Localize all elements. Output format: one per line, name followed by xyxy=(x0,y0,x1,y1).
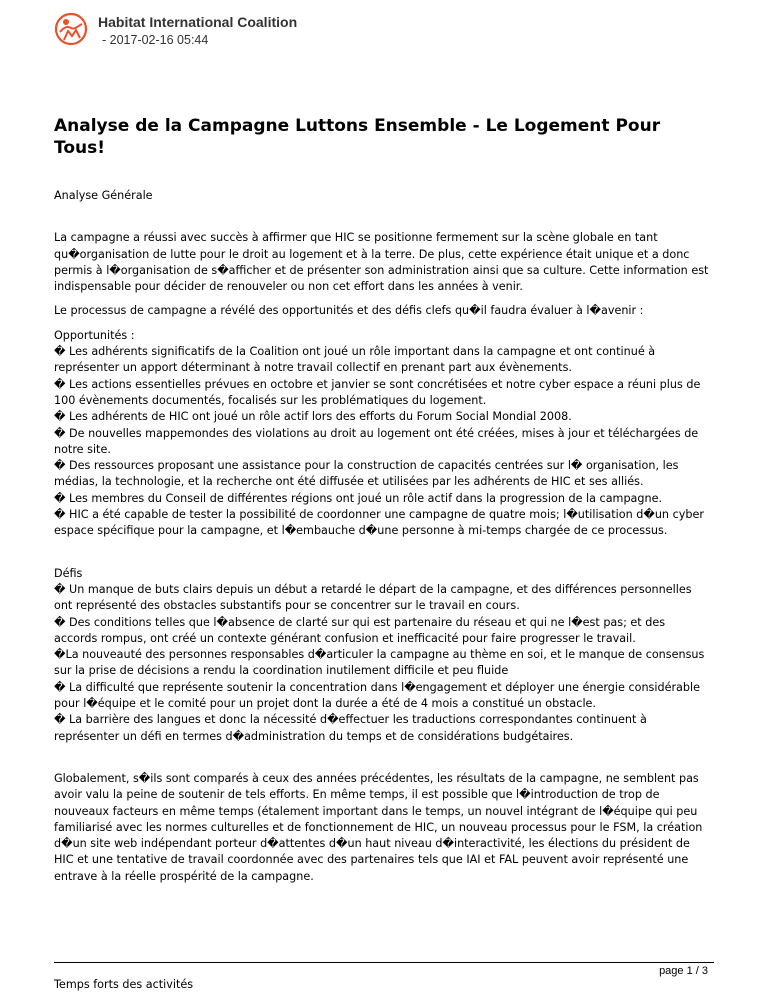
page-number: page 1 / 3 xyxy=(659,965,708,977)
section-heading-temps-forts: Temps forts des activités xyxy=(54,977,194,991)
section-heading-opportunites: Opportunités : xyxy=(54,328,135,342)
section-heading-analyse: Analyse Générale xyxy=(54,189,153,202)
list-item: � Les actions essentielles prévues en octobre et janvier se sont concrétisées et notre cyber espace a réuni plus de 100 évènements documentés, focalisés sur les problématiques du logement. xyxy=(54,377,701,407)
list-item: � Les membres du Conseil de différentes régions ont joué un rôle actif dans la progression de la campagne. xyxy=(54,491,663,505)
hic-logo-icon xyxy=(54,12,88,46)
section-heading-defis: Défis xyxy=(54,566,83,580)
process-paragraph: Le processus de campagne a révélé des opportunités et des défis clefs qu�il faudra évaluer à l�avenir : xyxy=(54,304,644,318)
list-item: � Les adhérents de HIC ont joué un rôle actif lors des efforts du Forum Social Mondial 2008. xyxy=(54,410,572,424)
document-date: - 2017-02-16 05:44 xyxy=(102,33,209,47)
list-item: � Les adhérents significatifs de la Coalition ont joué un rôle important dans la campagne et ont continué à représenter un apport déterminant à notre travail collectif en prenant part aux évènements. xyxy=(54,345,656,375)
conclusion-paragraph: Globalement, s�ils sont comparés à ceux des années précédentes, les résultats de la campagne, ne semblent pas avoir valu la peine de soutenir de tels efforts. En même temps, il est possible que l�introduction de trop de nouveaux facteurs en même temps (étalement important dans le temps, un nouvel intégrant de l�équipe qui peu familiarisé avec les normes culturelles et de fonctionnement de HIC, un nouveau processus pour le FSM, la création d�un site web indépendant porteur d�attentes d�un haut niveau d�interactivité, les élections du président de HIC et une tentative de travail coordonnée avec des partenaires tels que IAI et FAL peuvent avoir représenté une entrave à la réelle prospérité de la campagne. xyxy=(54,771,703,883)
list-item: � HIC a été capable de tester la possibilité de coordonner une campagne de quatre mois; l�utilisation d�un cyber espace spécifique pour la campagne, et l�embauche d�une personne à mi-temps chargée de ce processus. xyxy=(54,508,704,538)
list-item: � Des ressources proposant une assistance pour la construction de capacités centrées sur l� organisation, les médias, la technologie, et la recherche ont été diffusée et utilisées par les adhérents de HIC et ses alliés. xyxy=(54,459,679,489)
list-item: � La barrière des langues et donc la nécessité d�effectuer les traductions correspondantes continuent à représenter un défi en termes d�administration du temps et de considérations budgétaires. xyxy=(54,713,647,743)
list-item: � La difficulté que représente soutenir la concentration dans l�engagement et déployer une énergie considérable pour l�équipe et le comité pour un projet dont la durée a été de 4 mois a constitué un obstacle. xyxy=(54,680,701,711)
list-item: � Des conditions telles que l�absence de clarté sur qui est partenaire du réseau et qui ne l�est pas; et des accords rompus, ont créé un contexte générant confusion et inefficacité pour faire progresser le travail. xyxy=(54,615,666,645)
intro-paragraph: La campagne a réussi avec succès à affirmer que HIC se positionne fermement sur la scène globale en tant qu�organisation de lutte pour le droit au logement et à la terre. De plus, cette expérience était unique et a donc permis à l�organisation de s�afficher et de présenter son administration ainsi que sa culture. Cette information est indispensable pour décider de renouveler ou non cet effort dans les années à venir. xyxy=(54,231,709,294)
list-item: �La nouveauté des personnes responsables d�articuler la campagne au thème en soi, et le manque de consensus sur la prise de décisions a rendu la coordination inutilement difficile et peu fluide xyxy=(54,648,705,678)
document-body xyxy=(54,188,710,993)
list-item: � Un manque de buts clairs depuis un début a retardé le départ de la campagne, et des différences personnelles ont représenté des obstacles substantifs pour se concentrer sur le travail en cours. xyxy=(54,582,692,613)
page-title: Analyse de la Campagne Luttons Ensemble - Le Logement Pour Tous! xyxy=(54,116,661,158)
footer-divider xyxy=(54,962,714,963)
organization-name: Habitat International Coalition xyxy=(98,14,298,30)
list-item: � De nouvelles mappemondes des violations au droit au logement ont été créées, mises à jour et téléchargées de notre site. xyxy=(54,426,699,456)
